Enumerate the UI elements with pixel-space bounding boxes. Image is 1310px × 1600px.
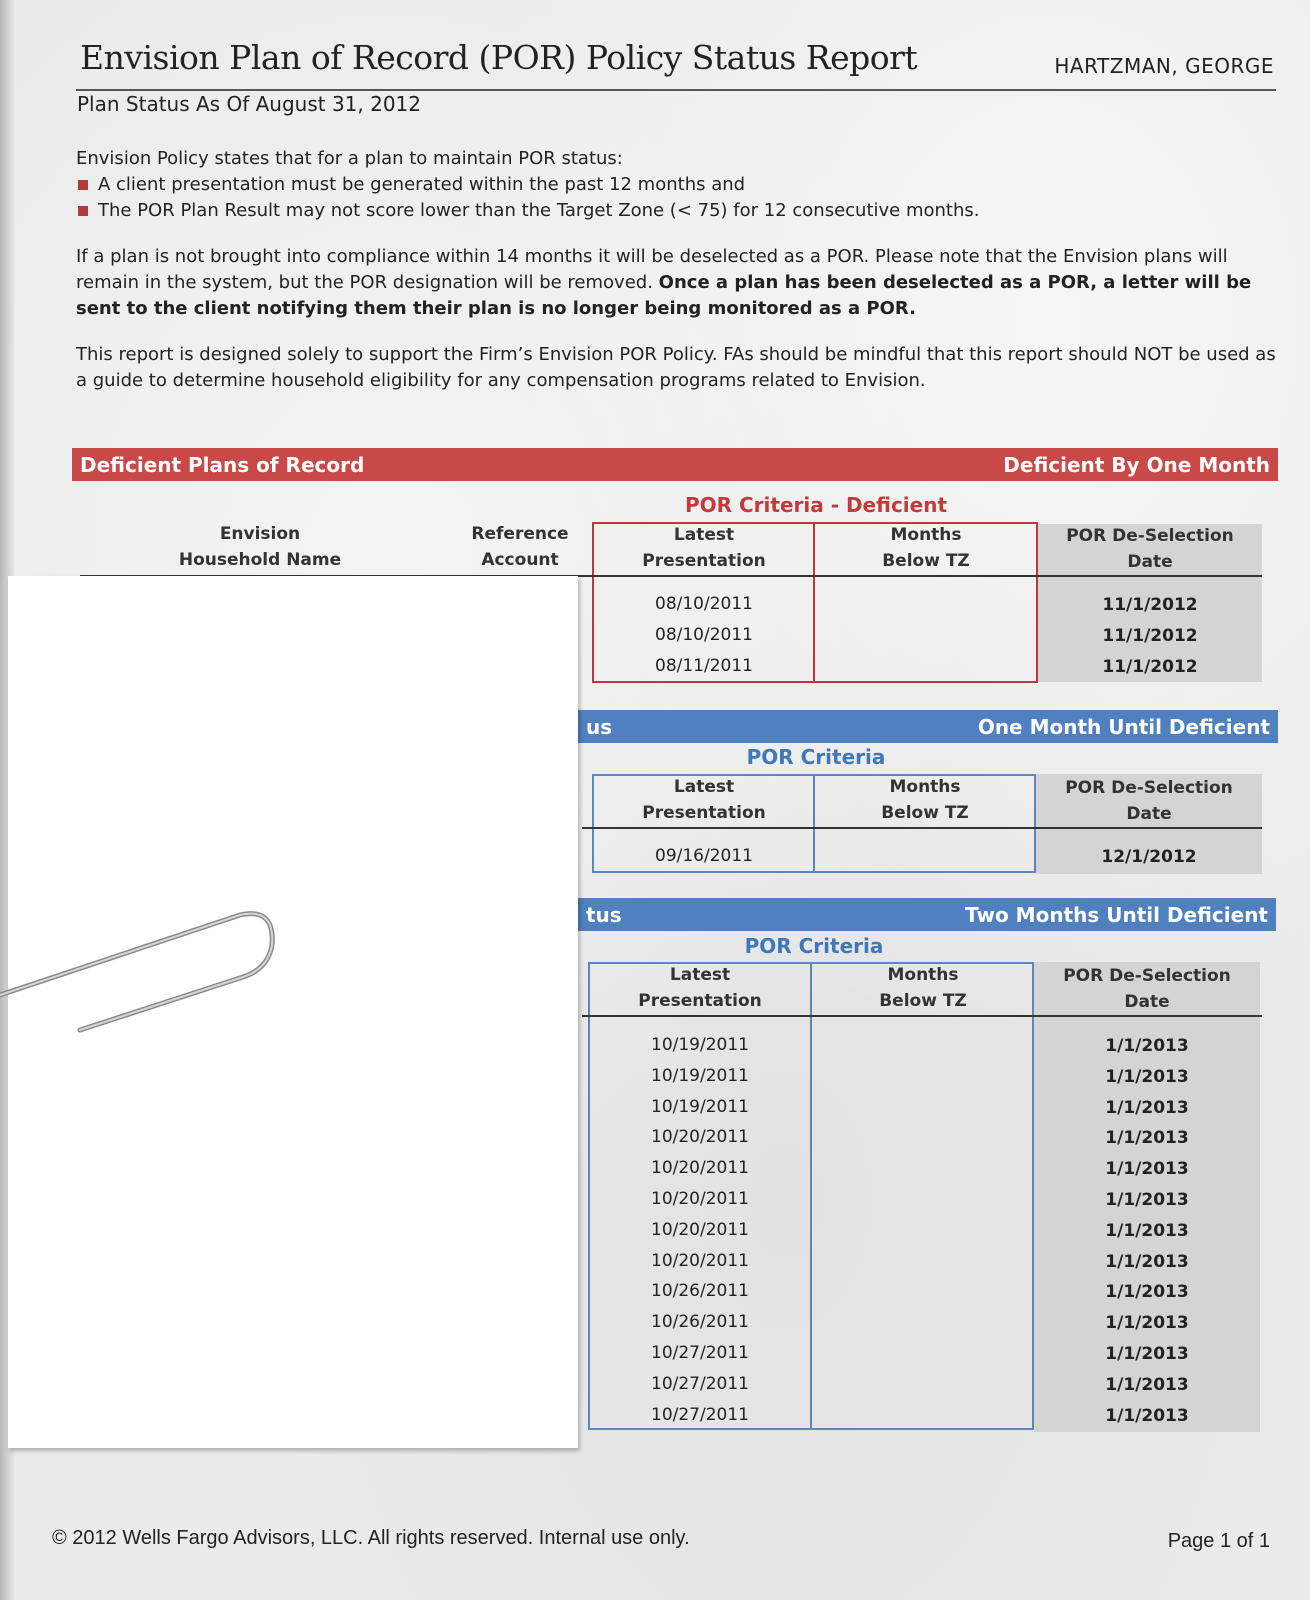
- column-header-latest-line1: Latest: [673, 777, 735, 797]
- table-cell-latest: 10/20/2011: [651, 1158, 749, 1179]
- column-header-deselect-line1: POR De-Selection: [1065, 778, 1233, 798]
- column-header-reference: [450, 521, 590, 573]
- table-cell-latest: 09/16/2011: [655, 846, 753, 866]
- table-cell-deselect: 11/1/2012: [1102, 595, 1198, 615]
- table-cell-deselect: 1/1/2013: [1105, 1066, 1189, 1087]
- deselect-date-list: [1038, 590, 1262, 682]
- table-cell-deselect: 1/1/2013: [1105, 1343, 1189, 1364]
- table-cell-deselect: 1/1/2013: [1105, 1251, 1189, 1272]
- paperclip-icon: [0, 910, 300, 1040]
- criteria-divider: [810, 962, 812, 1430]
- table-cell-latest: 10/19/2011: [651, 1035, 749, 1055]
- table-cell-latest: 10/19/2011: [651, 1065, 749, 1086]
- latest-presentation-list: [594, 841, 814, 872]
- copyright-footer: © 2012 Wells Fargo Advisors, LLC. All rights reserved. Internal use only.: [52, 1527, 690, 1549]
- table-cell-deselect: 1/1/2013: [1105, 1220, 1189, 1241]
- policy-bullet: [76, 198, 1276, 224]
- table-cell-latest: 10/20/2011: [651, 1219, 749, 1240]
- compliance-bold-text: Once a plan has been deselected as a POR, a letter will be sent to the client notifying them their plan is no longer being monitored as a POR.: [76, 272, 1252, 319]
- latest-presentation-list: [590, 1030, 810, 1430]
- column-header-deselect: [1034, 963, 1260, 1015]
- column-header-latest-line1: Latest: [673, 525, 735, 545]
- column-header-deselect-line1: POR De-Selection: [1063, 966, 1231, 986]
- table-cell-latest: 10/27/2011: [651, 1373, 749, 1394]
- table-cell-latest: 08/11/2011: [655, 655, 753, 676]
- page-number: Page 1 of 1: [1167, 1530, 1270, 1552]
- policy-text: [76, 146, 1276, 394]
- table-cell-latest: 10/26/2011: [651, 1312, 749, 1333]
- policy-bullet-text: The POR Plan Result may not score lower than the Target Zone (< 75) for 12 consecutive months.: [98, 200, 980, 221]
- table-cell-deselect: 1/1/2013: [1105, 1097, 1189, 1118]
- deselect-date-list: [1036, 842, 1262, 873]
- column-header-months: [815, 774, 1035, 826]
- disclaimer-paragraph: This report is designed solely to support the Firm’s Envision POR Policy. FAs should be mindful that this report should NOT be used as a guide to determine household eligibility for any compensation programs related to Envision.: [76, 344, 1276, 391]
- column-header-deselect-line1: POR De-Selection: [1066, 526, 1234, 546]
- column-header-deselect: [1036, 775, 1262, 827]
- table-cell-deselect: 12/1/2012: [1101, 847, 1197, 867]
- column-header-months-line1: Months: [889, 777, 961, 797]
- table-cell-deselect: 1/1/2013: [1105, 1159, 1189, 1180]
- column-header-latest-line1: Latest: [669, 965, 731, 985]
- table-cell-deselect: 1/1/2013: [1105, 1189, 1189, 1210]
- criteria-title: POR Criteria - Deficient: [684, 493, 948, 517]
- column-header-latest-line2: Presentation: [642, 551, 766, 571]
- section-band-right-label: Two Months Until Deficient: [965, 902, 1268, 927]
- column-header-months-line2: Below TZ: [881, 803, 969, 823]
- column-header-deselect-line2: Date: [1127, 552, 1173, 572]
- table-cell-deselect: 1/1/2013: [1105, 1405, 1189, 1426]
- policy-bullet: [76, 172, 1276, 198]
- column-header-latest: [594, 522, 814, 574]
- header-underline: [582, 1015, 1262, 1017]
- table-cell-deselect: 1/1/2013: [1105, 1128, 1189, 1149]
- policy-intro: Envision Policy states that for a plan to maintain POR status:: [76, 148, 623, 169]
- section-band-one-month: [578, 710, 1278, 743]
- section-band-left-label: us: [586, 714, 613, 739]
- section-band-left-label: Deficient Plans of Record: [80, 452, 365, 477]
- table-cell-deselect: 1/1/2013: [1105, 1036, 1189, 1056]
- table-cell-deselect: 1/1/2013: [1105, 1374, 1189, 1395]
- compliance-paragraph: [76, 244, 1276, 322]
- column-header-months: [815, 522, 1037, 574]
- table-cell-latest: 10/27/2011: [651, 1404, 749, 1425]
- criteria-title: POR Criteria: [746, 745, 886, 769]
- column-header-household-line2: Household Name: [178, 550, 342, 570]
- column-header-reference-line2: Account: [481, 550, 559, 570]
- report-title: Envision Plan of Record (POR) Policy Status Report: [80, 38, 918, 77]
- table-cell-latest: 10/19/2011: [651, 1096, 749, 1117]
- table-cell-latest: 08/10/2011: [655, 594, 753, 614]
- column-header-latest: [590, 962, 810, 1014]
- column-header-household-line1: Envision: [219, 524, 301, 544]
- table-cell-latest: 10/20/2011: [651, 1250, 749, 1271]
- bullet-square-icon: [78, 180, 88, 190]
- column-header-deselect-line2: Date: [1124, 992, 1170, 1012]
- criteria-title: POR Criteria: [744, 934, 884, 958]
- column-header-months-line1: Months: [890, 525, 962, 545]
- column-header-months-line2: Below TZ: [879, 991, 967, 1011]
- section-band-two-months: [578, 898, 1276, 931]
- deselect-date-list: [1034, 1031, 1260, 1431]
- column-header-reference-line1: Reference: [471, 524, 569, 544]
- client-name: HARTZMAN, GEORGE: [1054, 54, 1274, 78]
- table-cell-latest: 10/20/2011: [651, 1127, 749, 1148]
- column-header-latest-line2: Presentation: [642, 803, 766, 823]
- section-band-right-label: Deficient By One Month: [1003, 452, 1270, 477]
- latest-presentation-list: [594, 589, 814, 681]
- section-band-right-label: One Month Until Deficient: [977, 714, 1270, 739]
- table-cell-latest: 10/20/2011: [651, 1188, 749, 1209]
- table-cell-deselect: 11/1/2012: [1102, 656, 1198, 677]
- bullet-square-icon: [78, 206, 88, 216]
- column-header-latest: [594, 774, 814, 826]
- title-divider: [76, 89, 1276, 91]
- column-header-deselect: [1038, 523, 1262, 575]
- column-header-deselect-line2: Date: [1126, 804, 1172, 824]
- header-underline: [582, 827, 1262, 829]
- column-header-months: [812, 962, 1034, 1014]
- column-header-latest-line2: Presentation: [638, 991, 762, 1011]
- table-cell-latest: 08/10/2011: [655, 624, 753, 645]
- section-band-deficient: [72, 448, 1278, 481]
- policy-bullet-text: A client presentation must be generated within the past 12 months and: [98, 174, 746, 195]
- table-cell-latest: 10/26/2011: [651, 1281, 749, 1302]
- plan-status-date: Plan Status As Of August 31, 2012: [77, 92, 422, 116]
- column-header-months-line2: Below TZ: [882, 551, 970, 571]
- column-header-household: [170, 521, 350, 573]
- table-cell-deselect: 1/1/2013: [1105, 1313, 1189, 1334]
- section-band-left-label: tus: [586, 902, 622, 927]
- compliance-text: If a plan is not brought into compliance within 14 months it will be deselected as a POR. Please note that the Envision plans will remain in the system, but the POR designation will be removed.: [76, 246, 1228, 293]
- column-header-months-line1: Months: [887, 965, 959, 985]
- table-cell-deselect: 11/1/2012: [1102, 625, 1198, 646]
- table-cell-deselect: 1/1/2013: [1105, 1282, 1189, 1303]
- table-cell-latest: 10/27/2011: [651, 1342, 749, 1363]
